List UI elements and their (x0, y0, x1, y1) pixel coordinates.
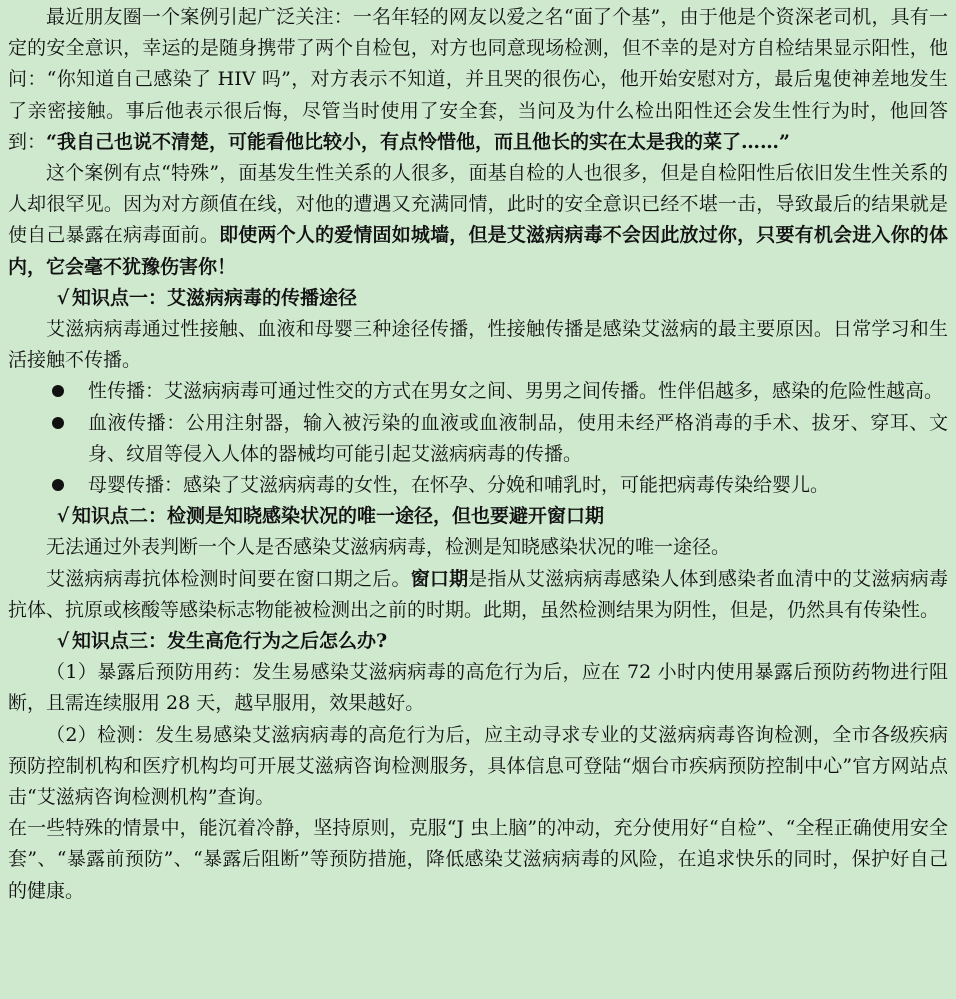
bullet-item (8, 470, 948, 501)
kp2-p2-text-b: 是指从艾滋病病毒感染人体到感染者血清中的艾滋病病毒抗体、抗原或核酸等感染标志物能被检测出之前的时期。此期，虽然检测结果为阴性，但是，仍然具有传染性。 (8, 567, 948, 621)
kp2-paragraph-2 (8, 564, 948, 626)
kp2-p2-text-a: 艾滋病病毒抗体检测时间要在窗口期之后。 (46, 567, 411, 590)
kp2-paragraph-1: 无法通过外表判断一个人是否感染艾滋病病毒，检测是知晓感染状况的唯一途径。 (46, 536, 731, 559)
knowledge-point-1-heading (8, 283, 948, 314)
kp3-item-2: （2）检测：发生易感染艾滋病病毒的高危行为后，应主动寻求专业的艾滋病病毒咨询检测，全市各级疾病预防控制机构和医疗机构均可开展艾滋病咨询检测服务，具体信息可登陆“烟台市疾病预防控制中心”官方网站点击“艾滋病咨询检测机构”查询。 (8, 723, 948, 809)
check-mark-icon: √ (56, 505, 70, 528)
intro-p2-emphasis: 即使两个人的爱情固如城墙，但是艾滋病病毒不会因此放过你，只要有机会进入你的体内，它会毫不犹豫伤害你！ (8, 224, 948, 278)
check-mark-icon: √ (56, 630, 70, 653)
bullet-dot-icon (52, 479, 64, 491)
bullet-dot-icon (52, 385, 64, 397)
bullet-item (8, 376, 948, 407)
kp2-title: 知识点二：检测是知晓感染状况的唯一途径，但也要避开窗口期 (72, 505, 605, 528)
intro-p1-quote: “我自己也说不清楚，可能看他比较小，有点怜惜他，而且他长的实在太是我的菜了……” (46, 130, 790, 153)
kp2-p2-term: 窗口期 (410, 567, 469, 590)
bullet-text: 母婴传播：感染了艾滋病病毒的女性，在怀孕、分娩和哺乳时，可能把病毒传染给婴儿。 (88, 474, 830, 497)
closing-paragraph: 在一些特殊的情景中，能沉着冷静，坚持原则，克服“J 虫上脑”的冲动，充分使用好“自检”、“全程正确使用安全套”、“暴露前预防”、“暴露后阻断”等预防措施，降低感染艾滋病病毒的风险，在追求快乐的同时，保护好自己的健康。 (8, 817, 948, 902)
kp3-title: 知识点三：发生高危行为之后怎么办? (72, 630, 388, 653)
kp3-item-1: （1）暴露后预防用药：发生易感染艾滋病病毒的高危行为后，应在 72 小时内使用暴露后预防药物进行阻断，且需连续服用 28 天，越早服用，效果越好。 (8, 661, 948, 715)
bullet-text: 性传播：艾滋病病毒可通过性交的方式在男女之间、男男之间传播。性伴侣越多，感染的危险性越高。 (88, 380, 944, 403)
intro-paragraph-1 (8, 2, 948, 158)
bullet-text: 血液传播：公用注射器，输入被污染的血液或血液制品，使用未经严格消毒的手术、拔牙、穿耳、文身、纹眉等侵入人体的器械均可能引起艾滋病病毒的传播。 (88, 411, 948, 465)
intro-paragraph-2 (8, 158, 948, 283)
check-mark-icon: √ (56, 286, 70, 309)
bullet-item (8, 408, 948, 470)
knowledge-point-2-heading (8, 501, 948, 532)
intro-p2-text: 这个案例有点“特殊”，面基发生性关系的人很多，面基自检的人也很多，但是自检阳性后依旧发生性关系的人却很罕见。因为对方颜值在线，对他的遭遇又充满同情，此时的安全意识已经不堪一击，导致最后的结果就是使自己暴露在病毒面前。 (8, 162, 948, 247)
bullet-dot-icon (52, 417, 64, 429)
intro-p1-text: 最近朋友圈一个案例引起广泛关注：一名年轻的网友以爱之名“面了个基”，由于他是个资深老司机，具有一定的安全意识，幸运的是随身携带了两个自检包，对方也同意现场检测，但不幸的是对方自检结果显示阳性，他问：“你知道自己感染了 HIV 吗”，对方表示不知道，并且哭的很伤心，他开始安慰对方，最后鬼使神差地发生了亲密接触。事后他表示很后悔，尽管当时使用了安全套，当问及为什么检出阳性还会发生性行为时，他回答到： (8, 6, 948, 153)
kp1-title: 知识点一：艾滋病病毒的传播途径 (72, 286, 358, 309)
knowledge-point-3-heading (8, 626, 948, 657)
kp1-intro: 艾滋病病毒通过性接触、血液和母婴三种途径传播，性接触传播是感染艾滋病的最主要原因。日常学习和生活接触不传播。 (8, 318, 948, 372)
